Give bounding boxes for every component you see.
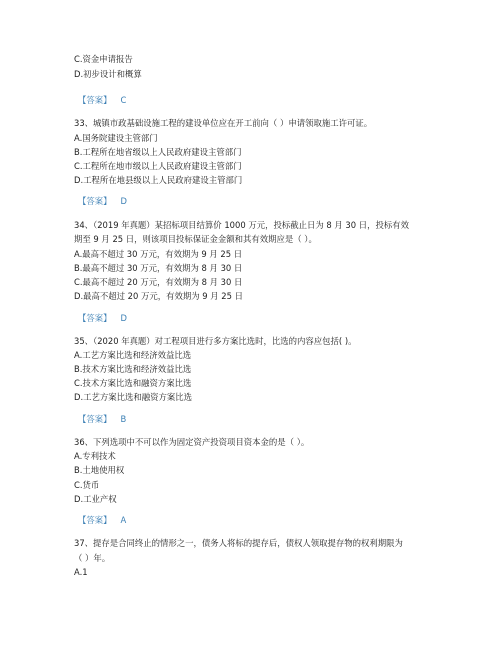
option-c: C.货币 [74, 480, 100, 490]
answer-tag: 【答案】 [78, 196, 112, 206]
option-c: C.技术方案比选和融资方案比选 [74, 378, 192, 388]
question-33-text: 33、城镇市政基础设施工程的建设单位应在开工前向（ ）申请领取施工许可证。 [74, 118, 373, 128]
answer-line [78, 95, 126, 106]
option-a: A.1 [74, 567, 88, 577]
option-b: B.技术方案比选和经济效益比选 [74, 364, 192, 374]
option-b: B.工程所在地省级以上人民政府建设主管部门 [74, 147, 242, 157]
answer-line [78, 515, 126, 526]
answer-line [78, 313, 127, 324]
answer-letter: C [120, 95, 127, 105]
answer-letter: D [120, 196, 127, 206]
question-35-text: 35、（2020 年真题）对工程项目进行多方案比选时，比选的内容应包括( )。 [74, 336, 357, 346]
answer-tag: 【答案】 [78, 515, 112, 525]
answer-tag: 【答案】 [78, 414, 112, 424]
answer-tag: 【答案】 [78, 95, 112, 105]
question-34-text-cont: 期至 9 月 25 日，则该项目投标保证金金额和其有效期应是（ ）。 [74, 234, 317, 244]
answer-letter: A [120, 515, 127, 525]
option-a: A.最高不超过 30 万元，有效期为 9 月 25 日 [74, 249, 243, 259]
answer-letter: B [120, 414, 127, 424]
option-c: C.工程所在地市级以上人民政府建设主管部门 [74, 161, 242, 171]
option-d: D.初步设计和概算 [74, 69, 142, 79]
option-b: B.最高不超过 30 万元，有效期为 8 月 30 日 [74, 263, 243, 273]
option-d: D.工艺方案比选和融资方案比选 [74, 392, 192, 402]
answer-tag: 【答案】 [78, 313, 112, 323]
question-36-text: 36、下列选项中不可以作为固定资产投资项目资本金的是（ ）。 [74, 437, 310, 447]
answer-line [78, 196, 127, 207]
answer-line [78, 414, 126, 425]
option-d: D.最高不超过 20 万元，有效期为 9 月 25 日 [74, 291, 243, 301]
answer-letter: D [120, 313, 127, 323]
option-a: A.国务院建设主管部门 [74, 133, 158, 143]
option-b: B.土地使用权 [74, 465, 125, 475]
option-a: A.专利技术 [74, 451, 116, 461]
option-a: A.工艺方案比选和经济效益比选 [74, 350, 192, 360]
option-c: C.最高不超过 20 万元，有效期为 8 月 30 日 [74, 277, 243, 287]
question-34-text: 34、（2019 年真题）某招标项目结算价 1000 万元，投标截止日为 8 月 30 日，投标有效 [74, 220, 409, 230]
question-37-text: 37、提存是合同终止的情形之一，债务人将标的提存后，债权人领取提存物的权利期限为 [74, 538, 403, 548]
option-d: D.工业产权 [74, 494, 117, 504]
option-c: C.资金申请报告 [74, 54, 133, 64]
option-d: D.工程所在地县级以上人民政府建设主管部门 [74, 175, 243, 185]
question-37-text-cont: （ ）年。 [74, 553, 111, 563]
